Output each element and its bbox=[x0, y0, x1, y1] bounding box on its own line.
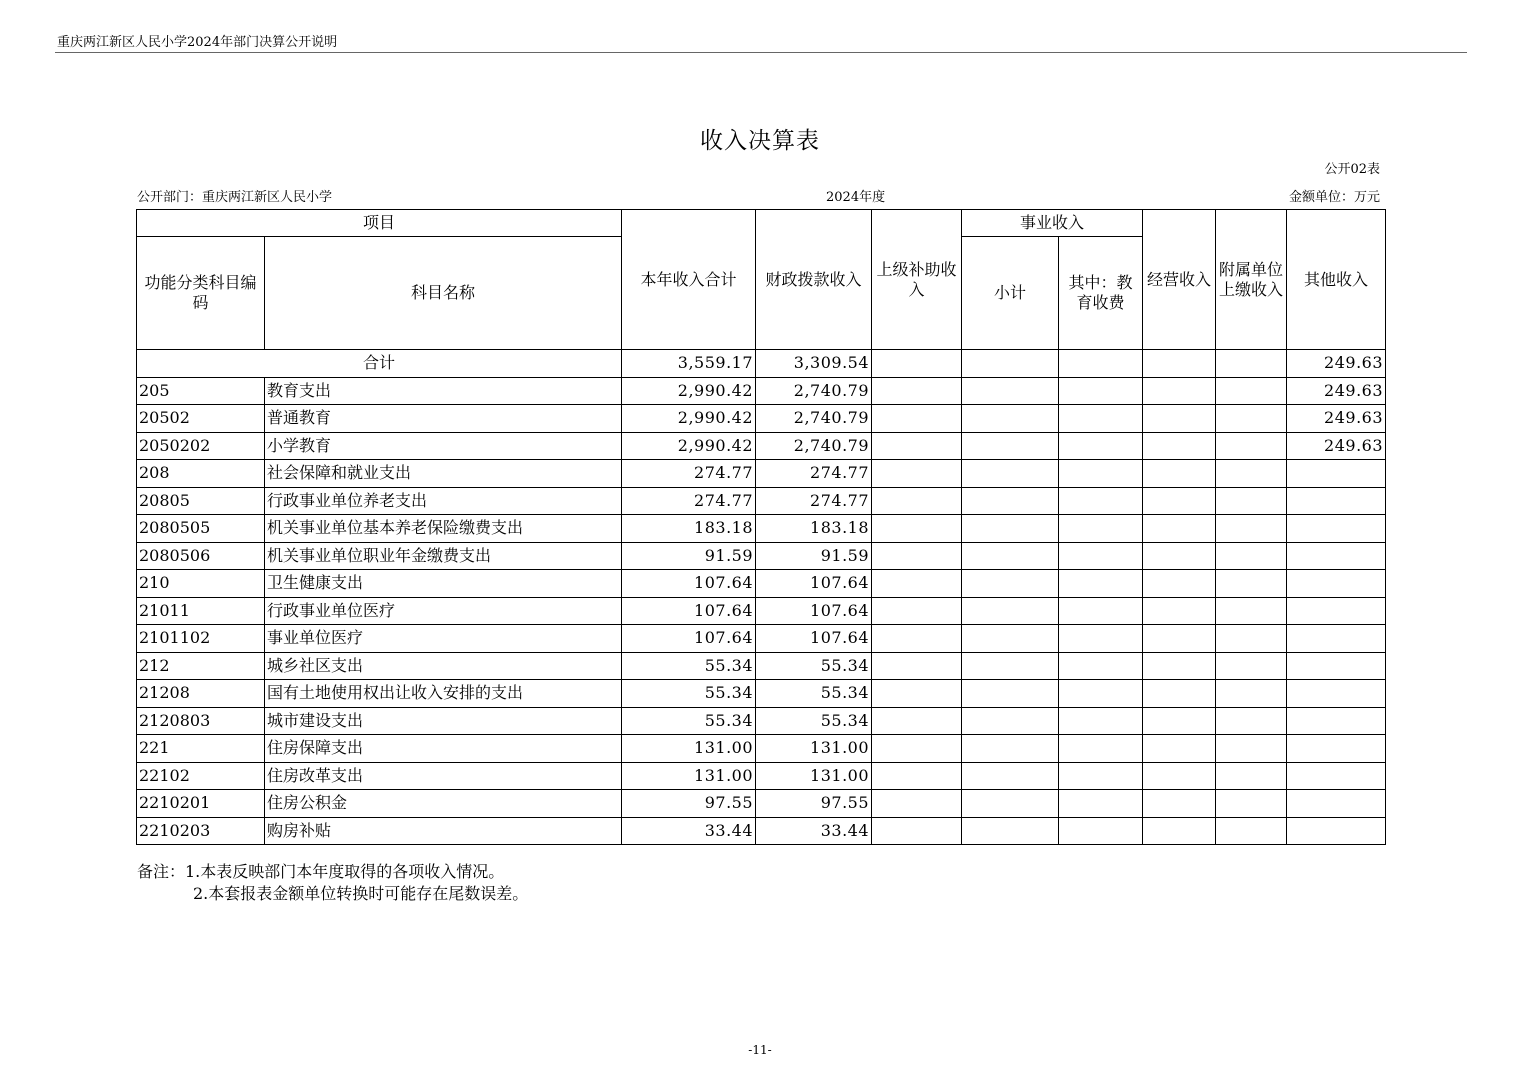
header-business: 事业收入 bbox=[962, 210, 1143, 237]
page-title: 收入决算表 bbox=[700, 128, 820, 154]
cell-affiliated bbox=[1216, 707, 1287, 735]
cell-subtotal bbox=[962, 515, 1059, 543]
cell-edu-fee bbox=[1059, 515, 1143, 543]
cell-operating bbox=[1143, 570, 1216, 598]
cell-subtotal bbox=[962, 432, 1059, 460]
department-label: 公开部门：重庆两江新区人民小学 bbox=[137, 190, 333, 205]
cell-other bbox=[1287, 487, 1386, 515]
cell-name: 行政事业单位医疗 bbox=[265, 597, 622, 625]
cell-superior bbox=[872, 762, 962, 790]
cell-fiscal: 131.00 bbox=[756, 735, 872, 763]
header-operating: 经营收入 bbox=[1143, 210, 1216, 350]
fiscal-year: 2024年度 bbox=[826, 190, 886, 205]
cell-superior bbox=[872, 405, 962, 433]
cell-subtotal bbox=[962, 377, 1059, 405]
cell-total: 274.77 bbox=[622, 460, 756, 488]
table-row bbox=[137, 377, 1386, 405]
cell-fiscal: 183.18 bbox=[756, 515, 872, 543]
cell-code: 2050202 bbox=[137, 432, 265, 460]
cell-superior bbox=[872, 625, 962, 653]
table-row bbox=[137, 515, 1386, 543]
cell-edu-fee bbox=[1059, 460, 1143, 488]
table-row bbox=[137, 790, 1386, 818]
note-2: 2.本套报表金额单位转换时可能存在尾数误差。 bbox=[193, 884, 529, 903]
cell-affiliated bbox=[1216, 597, 1287, 625]
cell-edu-fee bbox=[1059, 817, 1143, 845]
cell-fiscal: 91.59 bbox=[756, 542, 872, 570]
cell-other bbox=[1287, 735, 1386, 763]
table-row bbox=[137, 405, 1386, 433]
cell-code: 21011 bbox=[137, 597, 265, 625]
cell-affiliated bbox=[1216, 762, 1287, 790]
cell-subtotal bbox=[962, 460, 1059, 488]
cell-affiliated bbox=[1216, 680, 1287, 708]
cell-code: 2120803 bbox=[137, 707, 265, 735]
cell-subtotal bbox=[962, 597, 1059, 625]
cell-superior bbox=[872, 680, 962, 708]
cell-total: 91.59 bbox=[622, 542, 756, 570]
table-row bbox=[137, 680, 1386, 708]
cell-edu-fee bbox=[1059, 432, 1143, 460]
cell-affiliated bbox=[1216, 405, 1287, 433]
cell-superior bbox=[872, 790, 962, 818]
cell-superior bbox=[872, 707, 962, 735]
table-row bbox=[137, 570, 1386, 598]
cell-subtotal bbox=[962, 487, 1059, 515]
cell-name: 住房公积金 bbox=[265, 790, 622, 818]
cell-other bbox=[1287, 597, 1386, 625]
cell-total: 2,990.42 bbox=[622, 432, 756, 460]
cell-fiscal: 2,740.79 bbox=[756, 432, 872, 460]
cell-edu-fee bbox=[1059, 597, 1143, 625]
table-row bbox=[137, 432, 1386, 460]
cell-code: 2080506 bbox=[137, 542, 265, 570]
cell-total: 107.64 bbox=[622, 597, 756, 625]
cell-fiscal: 274.77 bbox=[756, 460, 872, 488]
cell-code: 2101102 bbox=[137, 625, 265, 653]
cell-name: 购房补贴 bbox=[265, 817, 622, 845]
cell-total: 131.00 bbox=[622, 735, 756, 763]
cell-total: 183.18 bbox=[622, 515, 756, 543]
cell-superior bbox=[872, 597, 962, 625]
cell-superior bbox=[872, 432, 962, 460]
cell-name: 小学教育 bbox=[265, 432, 622, 460]
total-row bbox=[137, 350, 1386, 378]
cell-affiliated bbox=[1216, 460, 1287, 488]
table-row bbox=[137, 625, 1386, 653]
total-cell-superior bbox=[872, 350, 962, 378]
cell-name: 机关事业单位职业年金缴费支出 bbox=[265, 542, 622, 570]
cell-subtotal bbox=[962, 817, 1059, 845]
cell-other bbox=[1287, 570, 1386, 598]
cell-other bbox=[1287, 515, 1386, 543]
cell-operating bbox=[1143, 377, 1216, 405]
total-cell-subtotal bbox=[962, 350, 1059, 378]
cell-name: 住房改革支出 bbox=[265, 762, 622, 790]
cell-edu-fee bbox=[1059, 377, 1143, 405]
header-affiliated: 附属单位上缴收入 bbox=[1216, 210, 1287, 350]
cell-name: 事业单位医疗 bbox=[265, 625, 622, 653]
cell-other bbox=[1287, 652, 1386, 680]
cell-edu-fee bbox=[1059, 762, 1143, 790]
table-row bbox=[137, 597, 1386, 625]
cell-subtotal bbox=[962, 570, 1059, 598]
cell-superior bbox=[872, 515, 962, 543]
cell-total: 131.00 bbox=[622, 762, 756, 790]
cell-operating bbox=[1143, 597, 1216, 625]
cell-name: 普通教育 bbox=[265, 405, 622, 433]
cell-edu-fee bbox=[1059, 542, 1143, 570]
cell-affiliated bbox=[1216, 515, 1287, 543]
header-superior: 上级补助收入 bbox=[872, 210, 962, 350]
cell-edu-fee bbox=[1059, 487, 1143, 515]
cell-other: 249.63 bbox=[1287, 432, 1386, 460]
cell-code: 208 bbox=[137, 460, 265, 488]
cell-operating bbox=[1143, 735, 1216, 763]
header-subtotal: 小计 bbox=[962, 237, 1059, 350]
cell-name: 卫生健康支出 bbox=[265, 570, 622, 598]
cell-code: 212 bbox=[137, 652, 265, 680]
header-rule bbox=[55, 52, 1467, 53]
cell-operating bbox=[1143, 680, 1216, 708]
header-edu-fee: 其中：教育收费 bbox=[1059, 237, 1143, 350]
cell-affiliated bbox=[1216, 432, 1287, 460]
cell-superior bbox=[872, 542, 962, 570]
cell-superior bbox=[872, 487, 962, 515]
cell-fiscal: 33.44 bbox=[756, 817, 872, 845]
table-row bbox=[137, 735, 1386, 763]
cell-fiscal: 107.64 bbox=[756, 570, 872, 598]
cell-total: 55.34 bbox=[622, 680, 756, 708]
cell-subtotal bbox=[962, 707, 1059, 735]
table-row bbox=[137, 487, 1386, 515]
cell-name: 社会保障和就业支出 bbox=[265, 460, 622, 488]
cell-other bbox=[1287, 625, 1386, 653]
cell-fiscal: 2,740.79 bbox=[756, 405, 872, 433]
cell-edu-fee bbox=[1059, 652, 1143, 680]
cell-affiliated bbox=[1216, 487, 1287, 515]
cell-operating bbox=[1143, 625, 1216, 653]
cell-code: 2080505 bbox=[137, 515, 265, 543]
cell-subtotal bbox=[962, 405, 1059, 433]
notes bbox=[137, 861, 528, 905]
cell-superior bbox=[872, 817, 962, 845]
cell-code: 21208 bbox=[137, 680, 265, 708]
total-cell-affiliated bbox=[1216, 350, 1287, 378]
cell-superior bbox=[872, 570, 962, 598]
cell-total: 107.64 bbox=[622, 570, 756, 598]
page-number: -11- bbox=[748, 1043, 772, 1057]
cell-other bbox=[1287, 680, 1386, 708]
cell-code: 2210201 bbox=[137, 790, 265, 818]
header-item: 项目 bbox=[137, 210, 622, 237]
cell-affiliated bbox=[1216, 790, 1287, 818]
cell-fiscal: 55.34 bbox=[756, 707, 872, 735]
cell-total: 274.77 bbox=[622, 487, 756, 515]
cell-other bbox=[1287, 762, 1386, 790]
cell-fiscal: 107.64 bbox=[756, 625, 872, 653]
cell-total: 2,990.42 bbox=[622, 405, 756, 433]
cell-fiscal: 2,740.79 bbox=[756, 377, 872, 405]
header-total: 本年收入合计 bbox=[622, 210, 756, 350]
total-cell-operating bbox=[1143, 350, 1216, 378]
header-other: 其他收入 bbox=[1287, 210, 1386, 350]
cell-edu-fee bbox=[1059, 735, 1143, 763]
total-cell-edu-fee bbox=[1059, 350, 1143, 378]
cell-edu-fee bbox=[1059, 570, 1143, 598]
cell-edu-fee bbox=[1059, 625, 1143, 653]
cell-name: 教育支出 bbox=[265, 377, 622, 405]
cell-subtotal bbox=[962, 680, 1059, 708]
table-row bbox=[137, 542, 1386, 570]
cell-fiscal: 131.00 bbox=[756, 762, 872, 790]
cell-name: 国有土地使用权出让收入安排的支出 bbox=[265, 680, 622, 708]
cell-fiscal: 55.34 bbox=[756, 680, 872, 708]
cell-name: 机关事业单位基本养老保险缴费支出 bbox=[265, 515, 622, 543]
cell-subtotal bbox=[962, 735, 1059, 763]
running-header: 重庆两江新区人民小学2024年部门决算公开说明 bbox=[57, 35, 338, 50]
cell-affiliated bbox=[1216, 735, 1287, 763]
cell-total: 55.34 bbox=[622, 652, 756, 680]
cell-superior bbox=[872, 652, 962, 680]
cell-operating bbox=[1143, 707, 1216, 735]
cell-operating bbox=[1143, 817, 1216, 845]
cell-edu-fee bbox=[1059, 707, 1143, 735]
cell-subtotal bbox=[962, 652, 1059, 680]
cell-total: 33.44 bbox=[622, 817, 756, 845]
income-table bbox=[136, 209, 1386, 845]
cell-other bbox=[1287, 460, 1386, 488]
cell-code: 20502 bbox=[137, 405, 265, 433]
cell-operating bbox=[1143, 515, 1216, 543]
table-row bbox=[137, 707, 1386, 735]
total-label: 合计 bbox=[137, 350, 622, 378]
cell-fiscal: 55.34 bbox=[756, 652, 872, 680]
header-fiscal: 财政拨款收入 bbox=[756, 210, 872, 350]
note-1: 备注：1.本表反映部门本年度取得的各项收入情况。 bbox=[137, 862, 505, 881]
table-row bbox=[137, 762, 1386, 790]
cell-affiliated bbox=[1216, 377, 1287, 405]
cell-edu-fee bbox=[1059, 680, 1143, 708]
cell-edu-fee bbox=[1059, 790, 1143, 818]
cell-operating bbox=[1143, 432, 1216, 460]
cell-name: 住房保障支出 bbox=[265, 735, 622, 763]
cell-operating bbox=[1143, 460, 1216, 488]
cell-operating bbox=[1143, 652, 1216, 680]
cell-affiliated bbox=[1216, 652, 1287, 680]
cell-other bbox=[1287, 707, 1386, 735]
cell-operating bbox=[1143, 487, 1216, 515]
table-row bbox=[137, 460, 1386, 488]
table-row bbox=[137, 817, 1386, 845]
cell-fiscal: 97.55 bbox=[756, 790, 872, 818]
cell-operating bbox=[1143, 762, 1216, 790]
cell-code: 22102 bbox=[137, 762, 265, 790]
amount-unit: 金额单位：万元 bbox=[1288, 190, 1380, 205]
cell-name: 城乡社区支出 bbox=[265, 652, 622, 680]
cell-other bbox=[1287, 542, 1386, 570]
cell-superior bbox=[872, 460, 962, 488]
cell-total: 55.34 bbox=[622, 707, 756, 735]
cell-other bbox=[1287, 817, 1386, 845]
cell-subtotal bbox=[962, 542, 1059, 570]
cell-fiscal: 107.64 bbox=[756, 597, 872, 625]
cell-affiliated bbox=[1216, 570, 1287, 598]
cell-total: 2,990.42 bbox=[622, 377, 756, 405]
header-code: 功能分类科目编码 bbox=[137, 237, 265, 350]
cell-other: 249.63 bbox=[1287, 405, 1386, 433]
cell-other: 249.63 bbox=[1287, 377, 1386, 405]
cell-operating bbox=[1143, 790, 1216, 818]
cell-name: 行政事业单位养老支出 bbox=[265, 487, 622, 515]
cell-affiliated bbox=[1216, 817, 1287, 845]
cell-code: 221 bbox=[137, 735, 265, 763]
table-row bbox=[137, 652, 1386, 680]
cell-fiscal: 274.77 bbox=[756, 487, 872, 515]
cell-other bbox=[1287, 790, 1386, 818]
cell-operating bbox=[1143, 405, 1216, 433]
cell-subtotal bbox=[962, 790, 1059, 818]
cell-code: 205 bbox=[137, 377, 265, 405]
cell-subtotal bbox=[962, 625, 1059, 653]
total-cell-other: 249.63 bbox=[1287, 350, 1386, 378]
header-name: 科目名称 bbox=[265, 237, 622, 350]
cell-edu-fee bbox=[1059, 405, 1143, 433]
total-cell-fiscal: 3,309.54 bbox=[756, 350, 872, 378]
cell-superior bbox=[872, 377, 962, 405]
cell-subtotal bbox=[962, 762, 1059, 790]
cell-code: 2210203 bbox=[137, 817, 265, 845]
cell-code: 20805 bbox=[137, 487, 265, 515]
cell-total: 97.55 bbox=[622, 790, 756, 818]
cell-operating bbox=[1143, 542, 1216, 570]
cell-code: 210 bbox=[137, 570, 265, 598]
cell-name: 城市建设支出 bbox=[265, 707, 622, 735]
cell-total: 107.64 bbox=[622, 625, 756, 653]
cell-affiliated bbox=[1216, 625, 1287, 653]
cell-superior bbox=[872, 735, 962, 763]
form-number: 公开02表 bbox=[1324, 162, 1380, 177]
total-cell-total: 3,559.17 bbox=[622, 350, 756, 378]
cell-affiliated bbox=[1216, 542, 1287, 570]
